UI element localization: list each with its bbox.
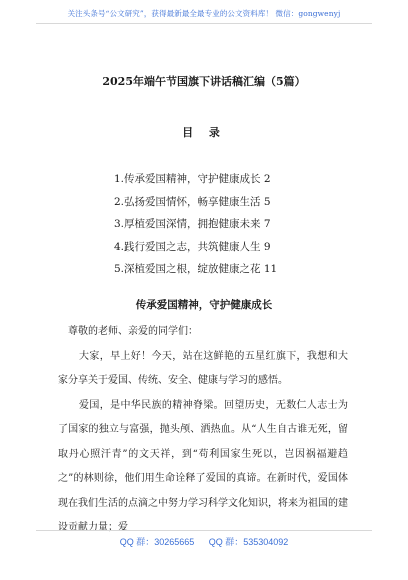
table-of-contents (114, 172, 277, 285)
footer-divider (36, 530, 372, 531)
section-title: 传承爱国精神，守护健康成长 (135, 299, 273, 311)
body-paragraph: 爱国，是中华民族的精神脊梁。回望历史，无数仁人志士为了国家的独立与富强，抛头颅、洒热血。从“人生自古谁无死，留取丹心照汗青”的文天祥，到“苟利国家生死以，岂因祸福避趋之”的林则徐，他们用生命诠释了爱国的真谛。在新时代，爱国体现在我们生活的点滴之中努力学习科学文化知识，将来为祖国的建设贡献力量；爱 (58, 399, 348, 533)
document-title: 2025年端午节国旗下讲话稿汇编（5篇） (102, 75, 306, 88)
footer-contacts (0, 535, 408, 548)
toc-item[interactable]: 5.深植爱国之根，绽放健康之花 11 (114, 263, 278, 275)
footer-qq-group-1: QQ 群：30265665 (119, 537, 195, 547)
toc-item[interactable]: 4.践行爱国之志，共筑健康人生 9 (114, 240, 271, 253)
salutation: 尊敬的老师、亲爱的同学们： (68, 326, 198, 337)
header-divider (36, 23, 372, 24)
body-paragraph: 大家，早上好！今天，站在这鲜艳的五星红旗下，我想和大家分享关于爱国、传统、安全、健康与学习的感悟。 (58, 350, 348, 386)
toc-heading: 目 录 (182, 126, 226, 139)
speech-body (58, 320, 348, 541)
toc-item[interactable]: 2.弘扬爱国情怀，畅享健康生活 5 (114, 195, 271, 208)
header-promo-note: 关注头条号“公文研究”，获得最新最全最专业的公文资料库！ 微信：gongwenyj (67, 9, 341, 18)
toc-item[interactable]: 1.传承爱国精神，守护健康成长 2 (114, 173, 271, 185)
toc-item[interactable]: 3.厚植爱国深情，拥抱健康未来 7 (114, 218, 271, 230)
footer-qq-group-2: QQ 群：535304092 (208, 537, 289, 547)
